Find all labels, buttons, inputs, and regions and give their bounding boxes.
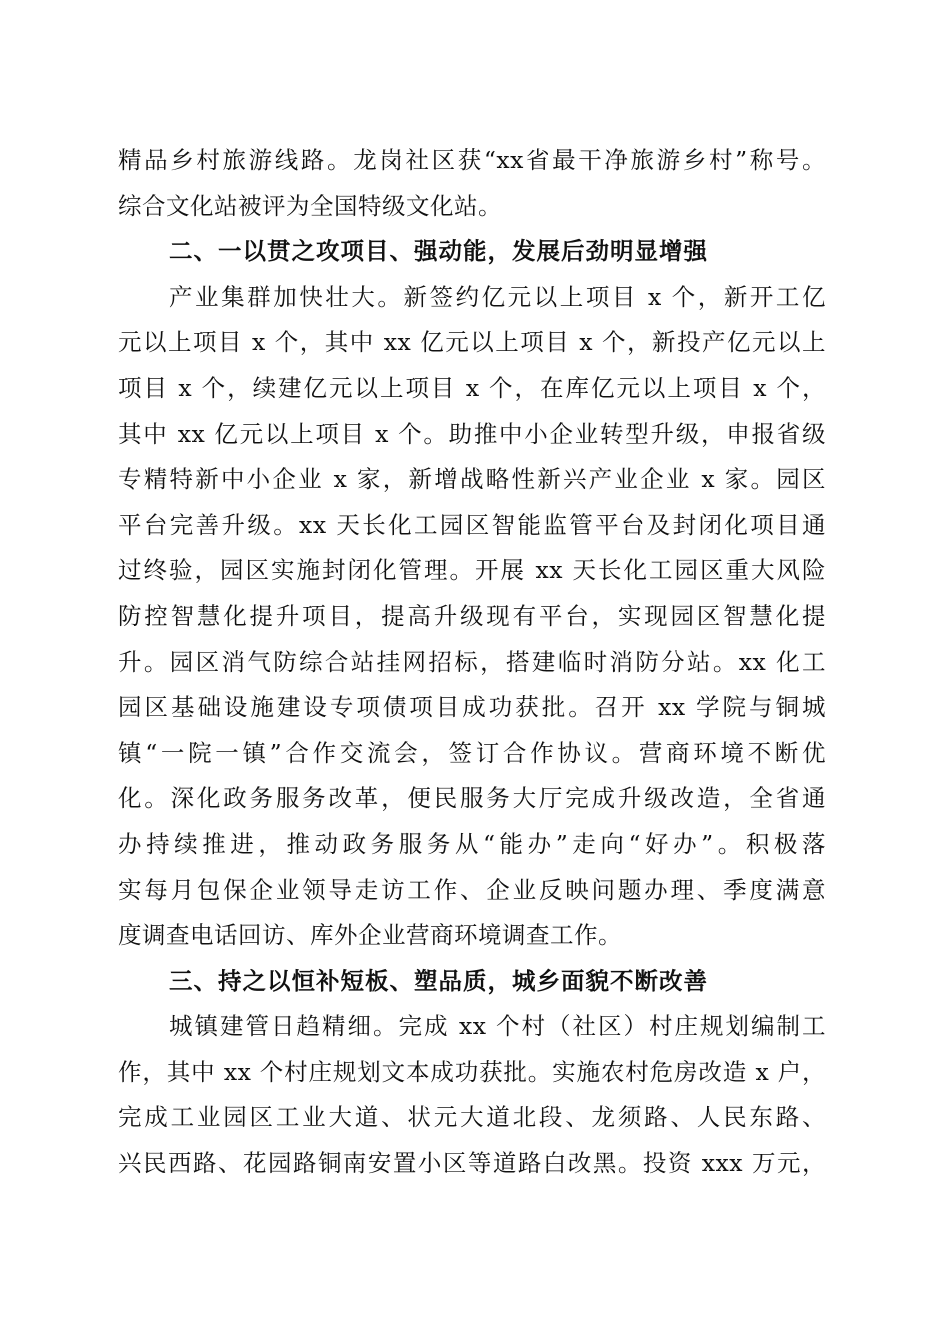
text-line: 防控智慧化提升项目，提高升级现有平台，实现园区智慧化提	[118, 601, 826, 630]
text-line: 园区基础设施建设专项债项目成功获批。召开 xx 学院与铜城	[118, 693, 826, 722]
text-line: 兴民西路、花园路铜南安置小区等道路白改黑。投资 xxx 万元，	[118, 1149, 826, 1178]
text-line: 作，其中 xx 个村庄规划文本成功获批。实施农村危房改造 x 户，	[118, 1057, 826, 1086]
text-line: 精品乡村旅游线路。龙岗社区获“xx省最干净旅游乡村”称号。	[118, 146, 826, 174]
section-heading-2: 二、一以贯之攻项目、强动能，发展后劲明显增强	[169, 237, 708, 266]
text-line: 其中 xx 亿元以上项目 x 个。助推中小企业转型升级，申报省级	[118, 419, 826, 448]
text-line: 办持续推进，推动政务服务从“能办”走向“好办”。积极落	[118, 829, 826, 858]
text-line: 元以上项目 x 个，其中 xx 亿元以上项目 x 个，新投产亿元以上	[118, 328, 826, 357]
paragraph-intro	[118, 138, 826, 229]
text-line: 专精特新中小企业 x 家，新增战略性新兴产业企业 x 家。园区	[118, 465, 826, 494]
text-line: 完成工业园区工业大道、状元大道北段、龙须路、人民东路、	[118, 1103, 826, 1132]
text-line: 度调查电话回访、库外企业营商环境调查工作。	[118, 921, 622, 950]
text-line: 实每月包保企业领导走访工作、企业反映问题办理、季度满意	[118, 875, 826, 904]
text-line: 城镇建管日趋精细。完成 xx 个村（社区）村庄规划编制工	[169, 1012, 826, 1041]
text-line: 化。深化政务服务改革，便民服务大厅完成升级改造，全省通	[118, 784, 826, 813]
paragraph-projects	[118, 275, 826, 959]
text-line: 产业集群加快壮大。新签约亿元以上项目 x 个，新开工亿	[169, 282, 826, 311]
text-line: 过终验，园区实施封闭化管理。开展 xx 天长化工园区重大风险	[118, 556, 826, 585]
text-line: 综合文化站被评为全国特级文化站。	[118, 191, 502, 220]
text-line: 项目 x 个，续建亿元以上项目 x 个，在库亿元以上项目 x 个，	[118, 373, 826, 402]
text-line: 升。园区消气防综合站挂网招标，搭建临时消防分站。xx 化工	[118, 647, 826, 676]
section-heading-3: 三、持之以恒补短板、塑品质，城乡面貌不断改善	[169, 966, 708, 995]
document-body	[118, 138, 826, 1187]
text-line: 镇“一院一镇”合作交流会，签订合作协议。营商环境不断优	[118, 738, 826, 767]
paragraph-urban	[118, 1004, 826, 1186]
text-line: 平台完善升级。xx 天长化工园区智能监管平台及封闭化项目通	[118, 510, 826, 539]
